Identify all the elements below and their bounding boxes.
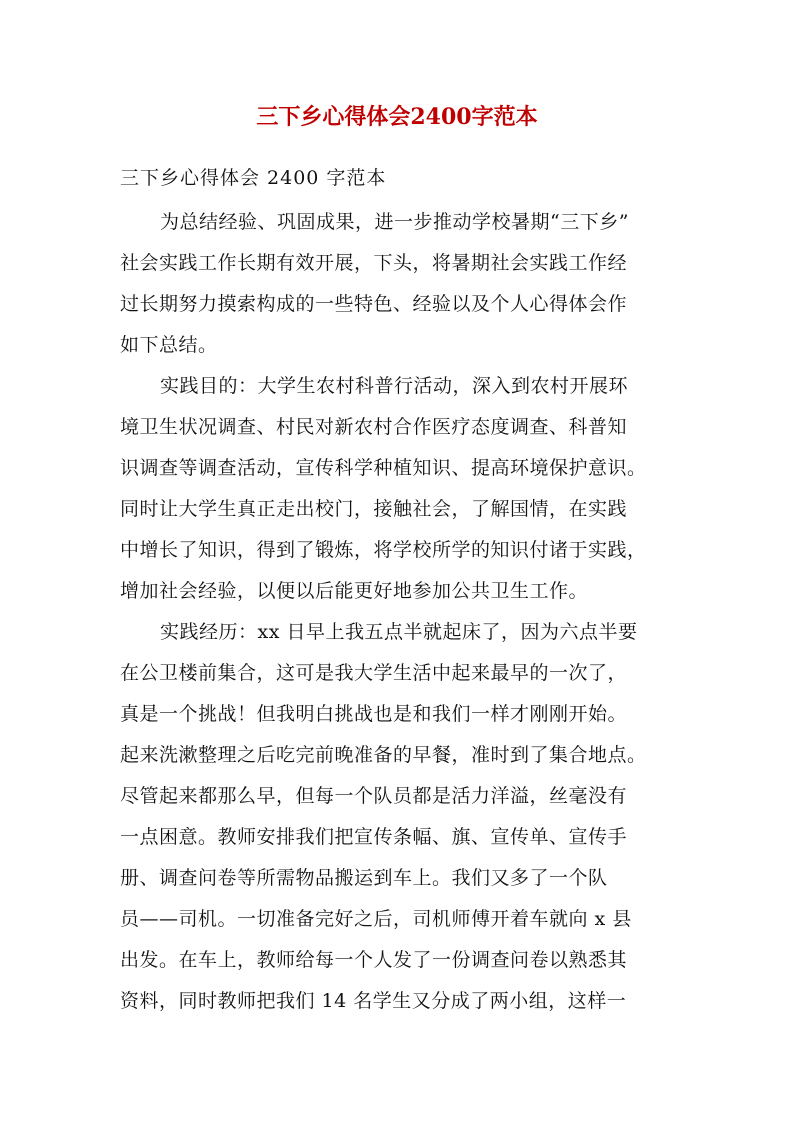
text-line: 在公卫楼前集合，这可是我大学生活中起来最早的一次了， — [120, 662, 628, 684]
text-line: 册、调查问卷等所需物品搬运到车上。我们又多了一个队 — [120, 867, 608, 889]
text-line: 境卫生状况调查、村民对新农村合作医疗态度调查、科普知 — [120, 416, 628, 438]
paragraph-purpose — [120, 366, 682, 612]
text-line: 为总结经验、巩固成果，进一步推动学校暑期“三下乡” — [160, 211, 629, 233]
text-line: 真是一个挑战！但我明白挑战也是和我们一样才刚刚开始。 — [120, 703, 628, 725]
text-line: 社会实践工作长期有效开展，下头，将暑期社会实践工作经 — [120, 252, 628, 274]
text-line: 同时让大学生真正走出校门，接触社会，了解国情，在实践 — [120, 498, 628, 520]
text-line: 实践目的：大学生农村科普行活动，深入到农村开展环 — [160, 375, 629, 397]
text-line: 员——司机。一切准备完好之后，司机师傅开着车就向 x 县 — [120, 908, 632, 930]
text-line: 增加社会经验，以便以后能更好地参加公共卫生工作。 — [120, 580, 589, 602]
text-line: 过长期努力摸索构成的一些特色、经验以及个人心得体会作 — [120, 293, 628, 315]
text-line: 实践经历：xx 日早上我五点半就起床了，因为六点半要 — [160, 621, 638, 643]
text-line: 起来洗漱整理之后吃完前晚准备的早餐，准时到了集合地点。 — [120, 744, 647, 766]
text-line: 资料，同时教师把我们 14 名学生又分成了两小组，这样一 — [120, 990, 627, 1012]
text-line: 识调查等调查活动，宣传科学种植知识、提高环境保护意识。 — [120, 457, 647, 479]
document-body — [120, 202, 682, 1022]
document-title: 三下乡心得体会2400字范本 — [256, 104, 538, 130]
paragraph-summary — [120, 202, 682, 366]
paragraph-experience — [120, 612, 682, 1022]
text-line: 尽管起来都那么早，但每一个队员都是活力洋溢，丝毫没有 — [120, 785, 628, 807]
text-line: 中增长了知识，得到了锻炼，将学校所学的知识付诸于实践， — [120, 539, 647, 561]
text-line: 一点困意。教师安排我们把宣传条幅、旗、宣传单、宣传手 — [120, 826, 628, 848]
text-line: 出发。在车上，教师给每一个人发了一份调查问卷以熟悉其 — [120, 949, 628, 971]
document-subtitle: 三下乡心得体会 2400 字范本 — [120, 167, 387, 189]
text-line: 如下总结。 — [120, 334, 218, 356]
